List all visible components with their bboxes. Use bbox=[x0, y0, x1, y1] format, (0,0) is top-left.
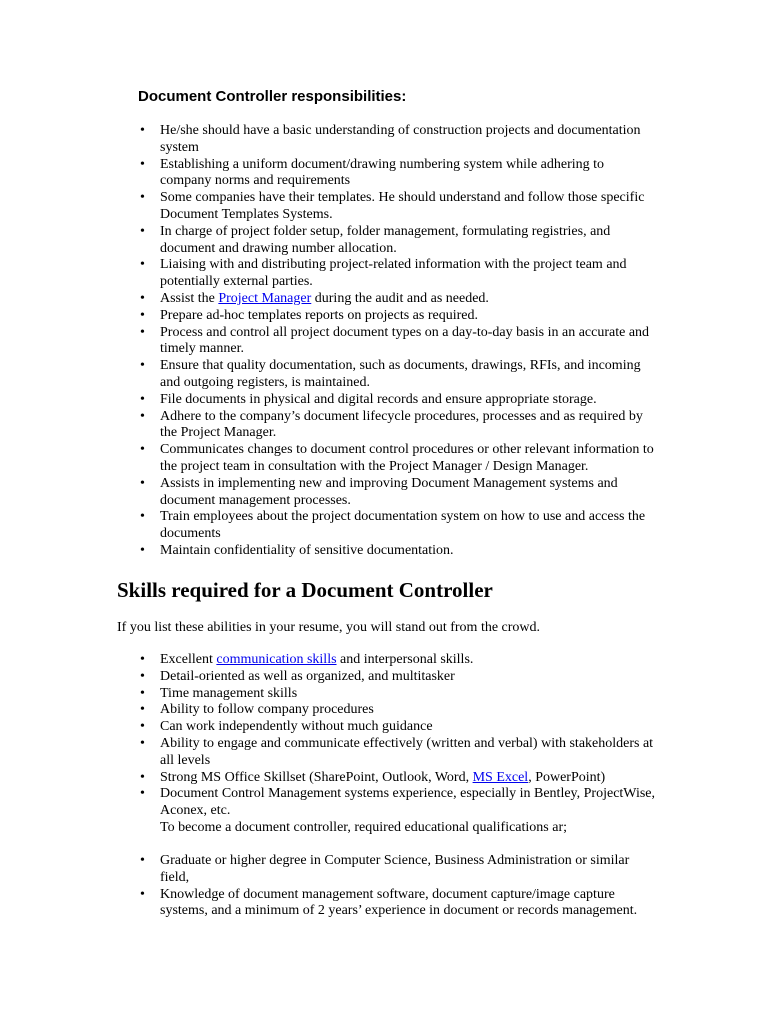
list-item bbox=[138, 736, 658, 770]
inline-link[interactable]: Project Manager bbox=[218, 290, 312, 306]
list-item bbox=[138, 686, 658, 703]
list-item-text: , PowerPoint) bbox=[528, 769, 606, 785]
list-item bbox=[138, 669, 658, 686]
bullet-icon: • bbox=[140, 358, 145, 374]
responsibilities-heading: Document Controller responsibilities: bbox=[138, 88, 407, 105]
list-item-text: Prepare ad-hoc templates reports on projects as required. bbox=[160, 307, 478, 323]
list-item bbox=[138, 224, 658, 258]
list-item-text: File documents in physical and digital records and ensure appropriate storage. bbox=[160, 391, 597, 407]
list-item-text: Train employees about the project documentation system on how to use and access the documents bbox=[160, 509, 646, 542]
list-item bbox=[138, 786, 658, 836]
bullet-icon: • bbox=[140, 324, 145, 340]
bullet-icon: • bbox=[140, 257, 145, 273]
bullet-icon: • bbox=[140, 719, 145, 735]
inline-link[interactable]: MS Excel bbox=[472, 769, 529, 785]
list-item bbox=[138, 476, 658, 510]
list-item-text: Document Control Management systems experience, especially in Bentley, ProjectWise, Aconex, etc. bbox=[160, 786, 655, 819]
list-item-text: Assists in implementing new and improving Document Management systems and document management processes. bbox=[160, 475, 618, 508]
bullet-icon: • bbox=[140, 408, 145, 424]
list-item-text: Ensure that quality documentation, such as documents, drawings, RFIs, and incoming and outgoing registers, is maintained. bbox=[160, 358, 641, 390]
list-item bbox=[138, 409, 658, 443]
list-item-text: Process and control all project document types on a day-to-day basis in an accurate and timely manner. bbox=[160, 324, 650, 357]
list-item-text: Graduate or higher degree in Computer Science, Business Administration or similar field, bbox=[160, 853, 630, 885]
responsibilities-list bbox=[138, 123, 658, 560]
list-item bbox=[138, 543, 658, 560]
list-item bbox=[138, 652, 658, 669]
list-item bbox=[138, 190, 658, 224]
list-item bbox=[138, 442, 658, 476]
list-item-text: Some companies have their templates. He should understand and follow those specific Document Templates Systems. bbox=[160, 190, 645, 222]
list-item bbox=[138, 719, 658, 736]
bullet-icon: • bbox=[140, 735, 145, 751]
list-item bbox=[138, 358, 658, 392]
list-item bbox=[138, 853, 658, 887]
bullet-icon: • bbox=[140, 652, 145, 667]
bullet-icon: • bbox=[140, 391, 145, 407]
bullet-icon: • bbox=[140, 307, 145, 323]
bullet-icon: • bbox=[140, 223, 145, 239]
bullet-icon: • bbox=[140, 668, 145, 684]
list-item-text: Detail-oriented as well as organized, and multitasker bbox=[160, 668, 455, 684]
list-item bbox=[138, 770, 658, 787]
list-item-text: Excellent bbox=[160, 652, 217, 667]
list-item bbox=[138, 325, 658, 359]
list-item-text: and interpersonal skills. bbox=[336, 652, 474, 667]
qualifications-note: To become a document controller, required educational qualifications ar; bbox=[160, 819, 568, 835]
bullet-icon: • bbox=[140, 475, 145, 491]
list-item-text: Ability to follow company procedures bbox=[160, 702, 374, 718]
bullet-icon: • bbox=[140, 702, 145, 718]
bullet-icon: • bbox=[140, 509, 145, 525]
skills-list bbox=[138, 652, 658, 837]
inline-link[interactable]: communication skills bbox=[216, 652, 337, 667]
list-item-text: during the audit and as needed. bbox=[311, 290, 489, 306]
list-item-text: Can work independently without much guidance bbox=[160, 719, 433, 735]
list-item-text: Communicates changes to document control procedures or other relevant information to the project team in consultation with the Project Manager / Design Manager. bbox=[160, 442, 654, 474]
education-list bbox=[138, 853, 658, 920]
bullet-icon: • bbox=[140, 886, 145, 902]
list-item-text: Time management skills bbox=[160, 685, 298, 701]
bullet-icon: • bbox=[140, 290, 145, 306]
bullet-icon: • bbox=[140, 190, 145, 206]
list-item-text: Adhere to the company’s document lifecycle procedures, processes and as required by the Project Manager. bbox=[160, 408, 643, 441]
list-item-text: Ability to engage and communicate effectively (written and verbal) with stakeholders at all levels bbox=[160, 735, 654, 768]
bullet-icon: • bbox=[140, 442, 145, 458]
list-item-text: Knowledge of document management software, document capture/image capture systems, and a minimum of 2 years’ experience in document or records management. bbox=[160, 886, 638, 919]
skills-heading: Skills required for a Document Controller bbox=[117, 578, 493, 602]
list-item-text: Liaising with and distributing project-related information with the project team and potentially external parties. bbox=[160, 257, 627, 290]
bullet-icon: • bbox=[140, 685, 145, 701]
list-item-text: Strong MS Office Skillset (SharePoint, Outlook, Word, bbox=[160, 769, 473, 785]
skills-intro: If you list these abilities in your resume, you will stand out from the crowd. bbox=[117, 620, 541, 635]
list-item bbox=[138, 887, 658, 921]
bullet-icon: • bbox=[140, 853, 145, 868]
bullet-icon: • bbox=[140, 542, 145, 558]
list-item bbox=[138, 509, 658, 543]
list-item-text: Assist the bbox=[160, 290, 219, 306]
list-item-text: Maintain confidentiality of sensitive documentation. bbox=[160, 542, 454, 558]
list-item bbox=[138, 308, 658, 325]
list-item bbox=[138, 257, 658, 291]
list-item-text: He/she should have a basic understanding of construction projects and documentation system bbox=[160, 123, 641, 155]
list-item bbox=[138, 392, 658, 409]
list-item bbox=[138, 157, 658, 191]
list-item-text: In charge of project folder setup, folder management, formulating registries, and document and drawing number allocation. bbox=[160, 223, 611, 256]
list-item bbox=[138, 291, 658, 308]
bullet-icon: • bbox=[140, 769, 145, 785]
bullet-icon: • bbox=[140, 156, 145, 172]
list-item bbox=[138, 123, 658, 157]
bullet-icon: • bbox=[140, 786, 145, 802]
list-item-text: Establishing a uniform document/drawing numbering system while adhering to company norms and requirements bbox=[160, 156, 605, 189]
bullet-icon: • bbox=[140, 123, 145, 138]
list-item bbox=[138, 702, 658, 719]
